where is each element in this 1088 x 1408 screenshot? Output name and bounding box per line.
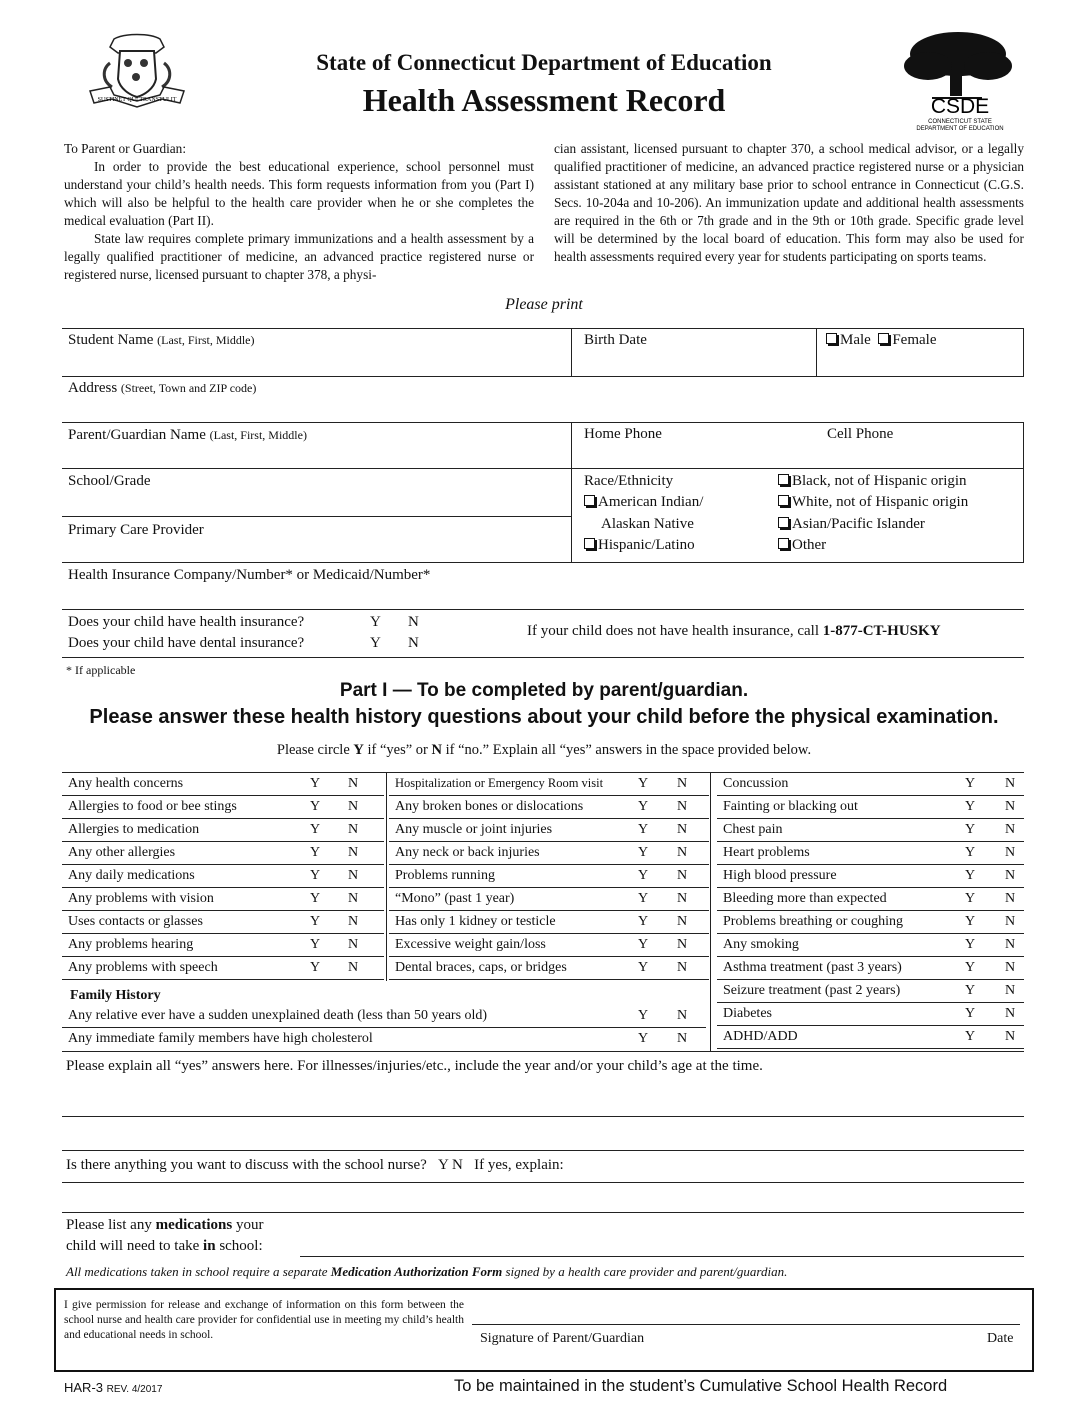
answer-no-1-4[interactable]: N bbox=[348, 845, 359, 860]
question-3-12: ADHD/ADD bbox=[723, 1029, 798, 1044]
answer-yes-1-2[interactable]: Y bbox=[310, 799, 321, 814]
permission-statement: I give permission for release and exchange of information on this form between the school nurse and health care provider for confidential use in meeting my child’s health and educational needs in school. bbox=[64, 1299, 464, 1341]
answer-yes-1-7[interactable]: Y bbox=[310, 914, 321, 929]
answer-no-3-10[interactable]: N bbox=[1005, 983, 1016, 998]
medication-authorization-note: All medications taken in school require a separate Medication Authorization Form signed by a health care provider and parent/guardian. bbox=[66, 1264, 788, 1279]
female-checkbox[interactable]: Female bbox=[878, 332, 936, 348]
form-title: Health Assessment Record bbox=[362, 82, 726, 118]
home-phone-field[interactable]: Home Phone bbox=[584, 426, 662, 442]
question-rule-1-3 bbox=[62, 841, 384, 842]
question-rule-3-9 bbox=[717, 979, 1024, 980]
family-q2-yes[interactable]: Y bbox=[638, 1031, 649, 1046]
answer-yes-1-3[interactable]: Y bbox=[310, 822, 321, 837]
column-divider-2 bbox=[710, 772, 711, 1051]
family-q1-yes[interactable]: Y bbox=[638, 1008, 649, 1023]
answer-no-1-3[interactable]: N bbox=[348, 822, 359, 837]
answer-yes-1-5[interactable]: Y bbox=[310, 868, 321, 883]
question-2-2: Any broken bones or dislocations bbox=[395, 799, 584, 814]
date-label: Date bbox=[987, 1331, 1014, 1346]
asian-checkbox[interactable]: Asian/Pacific Islander bbox=[778, 516, 925, 533]
answer-yes-3-8[interactable]: Y bbox=[965, 937, 976, 952]
question-rule-2-6 bbox=[389, 910, 709, 911]
question-2-4: Any neck or back injuries bbox=[395, 845, 540, 860]
answer-no-3-9[interactable]: N bbox=[1005, 960, 1016, 975]
answer-no-2-8[interactable]: N bbox=[677, 937, 688, 952]
answer-yes-3-6[interactable]: Y bbox=[965, 891, 976, 906]
family-question-2: Any immediate family members have high cholesterol bbox=[68, 1031, 373, 1046]
column-divider-1 bbox=[386, 772, 387, 981]
answer-yes-2-9[interactable]: Y bbox=[638, 960, 649, 975]
question-1-1: Any health concerns bbox=[68, 776, 184, 791]
part1-subtitle: Please answer these health history questions about your child before the physical examination. bbox=[89, 706, 999, 728]
health-insurance-yes[interactable]: Y bbox=[370, 614, 381, 630]
csde-sub2: DEPARTMENT OF EDUCATION bbox=[916, 126, 1004, 132]
answer-no-2-5[interactable]: N bbox=[677, 868, 688, 883]
answer-no-1-9[interactable]: N bbox=[348, 960, 359, 975]
sex-options bbox=[826, 332, 936, 349]
answer-yes-2-8[interactable]: Y bbox=[638, 937, 649, 952]
explain-yes-label: Please explain all “yes” answers here. For illnesses/injuries/etc., include the year and/or your child’s age at the time. bbox=[66, 1058, 763, 1074]
seal-ribbon: SUSTINET QUI TRANSTULIT bbox=[97, 97, 177, 103]
question-rule-3-3 bbox=[717, 841, 1024, 842]
question-1-3: Allergies to medication bbox=[68, 822, 200, 837]
answer-yes-2-4[interactable]: Y bbox=[638, 845, 649, 860]
question-rule-3-12 bbox=[717, 1048, 1024, 1049]
intro-greeting: To Parent or Guardian: bbox=[64, 141, 187, 156]
male-checkbox[interactable]: Male bbox=[826, 332, 871, 348]
explain-line-1[interactable] bbox=[62, 1116, 1024, 1117]
question-2-5: Problems running bbox=[395, 868, 495, 883]
question-rule-2-7 bbox=[389, 933, 709, 934]
agency-title: State of Connecticut Department of Education bbox=[316, 50, 772, 75]
student-name-field[interactable]: Student Name (Last, First, Middle) bbox=[68, 332, 255, 348]
question-rule-3-8 bbox=[717, 956, 1024, 957]
question-2-1: Hospitalization or Emergency Room visit bbox=[395, 776, 604, 790]
question-2-8: Excessive weight gain/loss bbox=[395, 937, 546, 952]
other-checkbox[interactable]: Other bbox=[778, 537, 826, 554]
answer-yes-3-2[interactable]: Y bbox=[965, 799, 976, 814]
question-3-8: Any smoking bbox=[723, 937, 799, 952]
question-3-11: Diabetes bbox=[723, 1006, 772, 1021]
answer-yes-1-4[interactable]: Y bbox=[310, 845, 321, 860]
circle-instructions: Please circle Y if “yes” or N if “no.” Explain all “yes” answers in the space provided below. bbox=[276, 742, 812, 758]
answer-no-1-1[interactable]: N bbox=[348, 776, 359, 791]
answer-yes-3-10[interactable]: Y bbox=[965, 983, 976, 998]
answer-no-3-12[interactable]: N bbox=[1005, 1029, 1016, 1044]
form-number: HAR-3 REV. 4/2017 bbox=[64, 1380, 163, 1395]
nurse-question: Is there anything you want to discuss with the school nurse? Y N If yes, explain: bbox=[66, 1157, 564, 1173]
csde-tree-logo bbox=[892, 30, 1022, 132]
dental-insurance-no[interactable]: N bbox=[408, 635, 419, 651]
answer-yes-3-4[interactable]: Y bbox=[965, 845, 976, 860]
question-rule-2-8 bbox=[389, 956, 709, 957]
health-insurance-question: Does your child have health insurance? bbox=[68, 614, 305, 630]
csde-label: CSDE bbox=[930, 95, 990, 118]
question-rule-1-2 bbox=[62, 818, 384, 819]
primary-care-provider-field[interactable]: Primary Care Provider bbox=[68, 522, 204, 538]
question-2-9: Dental braces, caps, or bridges bbox=[395, 960, 567, 975]
question-1-2: Allergies to food or bee stings bbox=[68, 799, 237, 814]
part1-title: Part I — To be completed by parent/guardian. bbox=[339, 680, 749, 701]
nurse-line-2[interactable] bbox=[62, 1212, 1024, 1213]
question-2-7: Has only 1 kidney or testicle bbox=[395, 914, 556, 929]
answer-no-3-2[interactable]: N bbox=[1005, 799, 1016, 814]
answer-no-1-2[interactable]: N bbox=[348, 799, 359, 814]
question-rule-2-2 bbox=[389, 818, 709, 819]
answer-no-2-4[interactable]: N bbox=[677, 845, 688, 860]
intro-left-column bbox=[64, 140, 534, 284]
black-checkbox[interactable]: Black, not of Hispanic origin bbox=[778, 473, 967, 490]
answer-yes-2-3[interactable]: Y bbox=[638, 822, 649, 837]
question-3-2: Fainting or blacking out bbox=[723, 799, 858, 814]
question-rule-1-1 bbox=[62, 795, 384, 796]
dental-insurance-yes[interactable]: Y bbox=[370, 635, 381, 651]
signature-line[interactable] bbox=[472, 1324, 1020, 1325]
answer-no-2-3[interactable]: N bbox=[677, 822, 688, 837]
question-2-3: Any muscle or joint injuries bbox=[395, 822, 553, 837]
explain-line-2[interactable] bbox=[62, 1150, 1024, 1151]
question-1-9: Any problems with speech bbox=[68, 960, 218, 975]
answer-no-1-8[interactable]: N bbox=[348, 937, 359, 952]
intro-paragraph-3: cian assistant, licensed pursuant to chapter 370, a school medical advisor, or a legally qualified practitioner of medicine, an advanced practice registered nurse or a physician assistant stationed at any military base prior to school entrance in Connecticut (C.G.S. Secs. 10-204a and 10-206). An immunization update and additional health assessments are required in the 6th or 7th grade and in the 9th or 10th grade. Specific grade level will be determined by the local board of education. This form may also be used for health assessments required every year for students participating on sports teams. bbox=[554, 141, 1024, 264]
question-rule-3-1 bbox=[717, 795, 1024, 796]
question-1-8: Any problems hearing bbox=[68, 937, 194, 952]
answer-no-3-8[interactable]: N bbox=[1005, 937, 1016, 952]
intro-paragraph-2: State law requires complete primary immunizations and a health assessment by a legally qualified practitioner of medicine, an advanced practice registered nurse or registered nurse, licensed pursuant to chapter 378, a physi- bbox=[64, 231, 534, 282]
answer-yes-2-1[interactable]: Y bbox=[638, 776, 649, 791]
question-rule-1-5 bbox=[62, 887, 384, 888]
answer-no-1-5[interactable]: N bbox=[348, 868, 359, 883]
birth-date-field[interactable]: Birth Date bbox=[584, 332, 647, 348]
question-rule-3-11 bbox=[717, 1025, 1024, 1026]
question-rule-1-8 bbox=[62, 956, 384, 957]
medications-label-1: Please list any medications your bbox=[66, 1217, 264, 1233]
address-field[interactable]: Address (Street, Town and ZIP code) bbox=[68, 380, 257, 396]
nurse-line-1[interactable] bbox=[62, 1182, 1024, 1183]
if-applicable-note: * If applicable bbox=[66, 663, 136, 677]
answer-no-2-9[interactable]: N bbox=[677, 960, 688, 975]
question-3-1: Concussion bbox=[723, 776, 789, 791]
answer-no-1-6[interactable]: N bbox=[348, 891, 359, 906]
answer-yes-3-5[interactable]: Y bbox=[965, 868, 976, 883]
answer-yes-2-7[interactable]: Y bbox=[638, 914, 649, 929]
husky-notice: If your child does not have health insurance, call 1-877-CT-HUSKY bbox=[527, 623, 941, 639]
question-2-6: “Mono” (past 1 year) bbox=[395, 891, 515, 906]
hispanic-checkbox[interactable]: Hispanic/Latino bbox=[584, 537, 695, 554]
answer-no-1-7[interactable]: N bbox=[348, 914, 359, 929]
answer-yes-2-6[interactable]: Y bbox=[638, 891, 649, 906]
question-rule-2-5 bbox=[389, 887, 709, 888]
question-3-5: High blood pressure bbox=[723, 868, 837, 883]
question-rule-3-7 bbox=[717, 933, 1024, 934]
answer-no-2-6[interactable]: N bbox=[677, 891, 688, 906]
answer-no-2-1[interactable]: N bbox=[677, 776, 688, 791]
intro-right-column bbox=[554, 140, 1024, 266]
answer-no-3-11[interactable]: N bbox=[1005, 1006, 1016, 1021]
race-ethnicity-label: Race/Ethnicity bbox=[584, 473, 674, 489]
question-rule-3-6 bbox=[717, 910, 1024, 911]
medications-label-2: child will need to take in school: bbox=[66, 1238, 263, 1254]
question-rule-1-6 bbox=[62, 910, 384, 911]
answer-yes-1-8[interactable]: Y bbox=[310, 937, 321, 952]
question-rule-1-7 bbox=[62, 933, 384, 934]
parent-name-field[interactable]: Parent/Guardian Name (Last, First, Middle) bbox=[68, 427, 307, 443]
questions-top-rule bbox=[62, 772, 1024, 773]
question-rule-2-9 bbox=[389, 979, 709, 980]
question-3-4: Heart problems bbox=[723, 845, 810, 860]
answer-no-3-5[interactable]: N bbox=[1005, 868, 1016, 883]
dental-insurance-question: Does your child have dental insurance? bbox=[68, 635, 305, 651]
question-rule-3-2 bbox=[717, 818, 1024, 819]
signature-label: Signature of Parent/Guardian bbox=[480, 1331, 645, 1346]
question-3-3: Chest pain bbox=[723, 822, 783, 837]
question-rule-3-10 bbox=[717, 1002, 1024, 1003]
answer-no-2-7[interactable]: N bbox=[677, 914, 688, 929]
question-3-7: Problems breathing or coughing bbox=[723, 914, 904, 929]
answer-yes-2-5[interactable]: Y bbox=[638, 868, 649, 883]
answer-no-3-4[interactable]: N bbox=[1005, 845, 1016, 860]
health-insurance-no[interactable]: N bbox=[408, 614, 419, 630]
family-q2-no[interactable]: N bbox=[677, 1031, 688, 1046]
answer-yes-1-1[interactable]: Y bbox=[310, 776, 321, 791]
answer-no-3-6[interactable]: N bbox=[1005, 891, 1016, 906]
question-rule-1-4 bbox=[62, 864, 384, 865]
please-print: Please print bbox=[505, 296, 583, 313]
question-3-6: Bleeding more than expected bbox=[723, 891, 887, 906]
question-1-4: Any other allergies bbox=[68, 845, 176, 860]
question-rule-2-3 bbox=[389, 841, 709, 842]
answer-no-3-1[interactable]: N bbox=[1005, 776, 1016, 791]
question-1-5: Any daily medications bbox=[68, 868, 195, 883]
answer-yes-3-1[interactable]: Y bbox=[965, 776, 976, 791]
answer-yes-1-9[interactable]: Y bbox=[310, 960, 321, 975]
question-rule-3-4 bbox=[717, 864, 1024, 865]
intro-paragraph-1: In order to provide the best educational experience, school personnel must understand your child’s health needs. This form requests information from you (Part I) which will also be helpful to the health care provider when he or she completes the medical evaluation (Part II). bbox=[64, 159, 534, 228]
family-question-1: Any relative ever have a sudden unexplained death (less than 50 years old) bbox=[68, 1008, 488, 1023]
question-3-10: Seizure treatment (past 2 years) bbox=[723, 983, 901, 998]
cell-phone-field[interactable]: Cell Phone bbox=[827, 426, 894, 442]
medications-line[interactable] bbox=[300, 1256, 1024, 1257]
question-rule-2-4 bbox=[389, 864, 709, 865]
answer-no-2-2[interactable]: N bbox=[677, 799, 688, 814]
answer-yes-3-7[interactable]: Y bbox=[965, 914, 976, 929]
answer-yes-3-11[interactable]: Y bbox=[965, 1006, 976, 1021]
white-checkbox[interactable]: White, not of Hispanic origin bbox=[778, 494, 968, 511]
question-rule-1-9 bbox=[62, 979, 384, 980]
question-1-7: Uses contacts or glasses bbox=[68, 914, 203, 929]
school-grade-field[interactable]: School/Grade bbox=[68, 473, 151, 489]
family-q1-no[interactable]: N bbox=[677, 1008, 688, 1023]
alaskan-native-label: Alaskan Native bbox=[601, 516, 694, 532]
american-indian-checkbox[interactable]: American Indian/ bbox=[584, 494, 703, 511]
family-history-title: Family History bbox=[70, 988, 161, 1003]
answer-yes-1-6[interactable]: Y bbox=[310, 891, 321, 906]
answer-yes-3-3[interactable]: Y bbox=[965, 822, 976, 837]
csde-sub1: CONNECTICUT STATE bbox=[928, 119, 992, 125]
answer-yes-2-2[interactable]: Y bbox=[638, 799, 649, 814]
question-rule-3-5 bbox=[717, 887, 1024, 888]
nurse-yn[interactable]: Y N bbox=[438, 1157, 463, 1173]
insurance-company-field[interactable]: Health Insurance Company/Number* or Medicaid/Number* bbox=[68, 567, 431, 583]
answer-no-3-7[interactable]: N bbox=[1005, 914, 1016, 929]
answer-yes-3-9[interactable]: Y bbox=[965, 960, 976, 975]
question-1-6: Any problems with vision bbox=[68, 891, 214, 906]
maintain-notice: To be maintained in the student’s Cumulative School Health Record bbox=[454, 1377, 948, 1395]
answer-yes-3-12[interactable]: Y bbox=[965, 1029, 976, 1044]
answer-no-3-3[interactable]: N bbox=[1005, 822, 1016, 837]
question-3-9: Asthma treatment (past 3 years) bbox=[723, 960, 902, 975]
question-rule-2-1 bbox=[389, 795, 709, 796]
